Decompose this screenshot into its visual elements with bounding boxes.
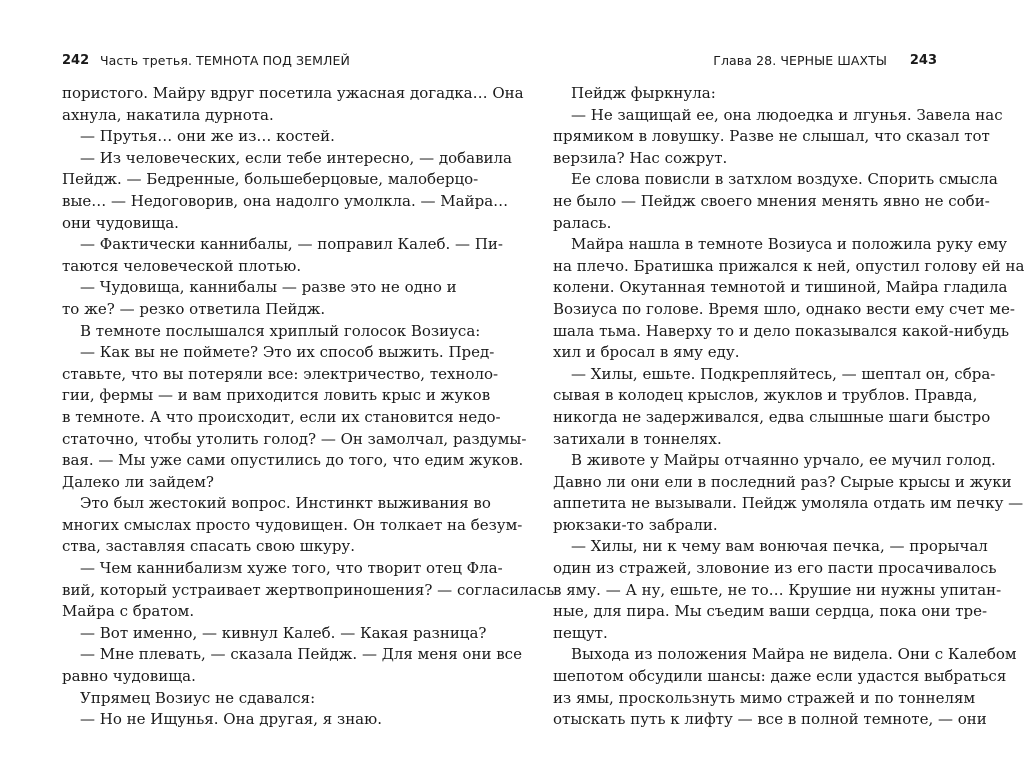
text-line: вий, который устраивает жертвоприношения? — согласилась bbox=[62, 580, 555, 599]
text-line: таются человеческой плотью. bbox=[62, 256, 302, 275]
right-page bbox=[553, 0, 1024, 781]
text-line: Возиуса по голове. Время шло, однако вести ему счет ме- bbox=[553, 299, 1015, 318]
text-line: аппетита не вызывали. Пейдж умоляла отдать им печку — bbox=[553, 494, 1024, 513]
text-line: — Фактически каннибалы, — поправил Калеб. — Пи- bbox=[80, 235, 503, 254]
left-page bbox=[62, 0, 555, 781]
text-line: Пейдж. — Бедренные, большеберцовые, малоберцо- bbox=[62, 170, 479, 189]
text-line: вая. — Мы уже сами опустились до того, что едим жуков. bbox=[62, 451, 524, 470]
text-line: в темноте. А что происходит, если их становится недо- bbox=[62, 407, 501, 426]
text-line: Далеко ли зайдем? bbox=[62, 472, 214, 491]
text-line: они чудовища. bbox=[62, 213, 179, 232]
text-line: — Хилы, ни к чему вам вонючая печка, — прорычал bbox=[571, 537, 988, 556]
text-line: В животе у Майры отчаянно урчало, ее мучил голод. bbox=[571, 451, 996, 470]
text-line: ства, заставляя спасать свою шкуру. bbox=[62, 537, 356, 556]
text-line: Давно ли они ели в последний раз? Сырые крысы и жуки bbox=[553, 472, 1012, 491]
text-line: Это был жестокий вопрос. Инстинкт выживания во bbox=[80, 494, 491, 513]
text-line: ахнула, накатила дурнота. bbox=[62, 105, 274, 124]
text-line: хил и бросал в яму еду. bbox=[553, 343, 740, 362]
text-line: Выхода из положения Майра не видела. Они с Калебом bbox=[571, 645, 1017, 664]
left-page-body-text bbox=[62, 83, 555, 731]
text-line: статочно, чтобы утолить голод? — Он замолчал, раздумы- bbox=[62, 429, 527, 448]
text-line: сывая в колодец крыслов, жуклов и трублов. Правда, bbox=[553, 386, 978, 405]
text-line: Майра с братом. bbox=[62, 602, 195, 621]
text-line: Ее слова повисли в затхлом воздухе. Спорить смысла bbox=[571, 170, 998, 189]
text-line: — Хилы, ешьте. Подкрепляйтесь, — шептал он, сбра- bbox=[571, 364, 996, 383]
text-line: — Чем каннибализм хуже того, что творит отец Фла- bbox=[80, 559, 503, 578]
text-line: — Но не Ищунья. Она другая, я знаю. bbox=[80, 710, 382, 729]
text-line: верзила? Нас сожрут. bbox=[553, 148, 728, 167]
text-line: — Не защищай ее, она людоедка и лгунья. Завела нас bbox=[571, 105, 1003, 124]
text-line: прямиком в ловушку. Разве не слышал, что сказал тот bbox=[553, 127, 990, 146]
text-line: — Прутья… они же из… костей. bbox=[80, 127, 335, 146]
text-line: вые… — Недоговорив, она надолго умолкла. — Майра… bbox=[62, 191, 509, 210]
running-title: Часть третья. ТЕМНОТА ПОД ЗЕМЛЕЙ bbox=[100, 53, 350, 68]
text-line: ставьте, что вы потеряли все: электричество, техноло- bbox=[62, 364, 499, 383]
text-line: никогда не задерживался, едва слышные шаги быстро bbox=[553, 407, 991, 426]
text-line: из ямы, проскользнуть мимо стражей и по тоннелям bbox=[553, 688, 976, 707]
text-line: один из стражей, зловоние из его пасти просачивалось bbox=[553, 559, 997, 578]
text-line: равно чудовища. bbox=[62, 667, 196, 686]
text-line: ные, для пира. Мы съедим ваши сердца, пока они тре- bbox=[553, 602, 988, 621]
text-line: не было — Пейдж своего мнения менять явно не соби- bbox=[553, 191, 990, 210]
text-line: пещут. bbox=[553, 623, 608, 642]
page-number: 243 bbox=[909, 53, 937, 68]
text-line: колени. Окутанная темнотой и тишиной, Майра гладила bbox=[553, 278, 1008, 297]
text-line: многих смыслах просто чудовищен. Он толкает на безум- bbox=[62, 515, 523, 534]
left-page-header bbox=[62, 50, 446, 72]
text-line: Упрямец Возиус не сдавался: bbox=[80, 688, 316, 707]
text-line: рюкзаки-то забрали. bbox=[553, 515, 718, 534]
text-line: шепотом обсудили шансы: даже если удастся выбраться bbox=[553, 667, 1007, 686]
page-number: 242 bbox=[62, 53, 90, 68]
text-line: затихали в тоннелях. bbox=[553, 429, 722, 448]
text-line: пористого. Майру вдруг посетила ужасная догадка… Она bbox=[62, 84, 524, 102]
text-line: на плечо. Братишка прижался к ней, опустил голову ей на bbox=[553, 256, 1024, 275]
text-line: шала тьма. Наверху то и дело показывался какой-нибудь bbox=[553, 321, 1010, 340]
text-line: — Вот именно, — кивнул Калеб. — Какая разница? bbox=[80, 623, 487, 642]
text-line: — Мне плевать, — сказала Пейдж. — Для меня они все bbox=[80, 645, 522, 664]
text-line: отыскать путь к лифту — все в полной темноте, — они bbox=[553, 710, 987, 729]
text-line: гии, фермы — и вам приходится ловить крыс и жуков bbox=[62, 386, 491, 405]
right-page-body-text bbox=[553, 83, 1024, 731]
text-line: то же? — резко ответила Пейдж. bbox=[62, 299, 326, 318]
text-line: Пейдж фыркнула: bbox=[571, 84, 716, 102]
running-title: Глава 28. ЧЕРНЫЕ ШАХТЫ bbox=[713, 53, 887, 68]
text-line: Майра нашла в темноте Возиуса и положила руку ему bbox=[571, 235, 1008, 254]
text-line: в яму. — А ну, ешьте, не то… Крушие ни нужны упитан- bbox=[553, 580, 1002, 599]
text-line: В темноте послышался хриплый голосок Возиуса: bbox=[80, 321, 481, 340]
right-page-header bbox=[553, 50, 937, 72]
text-line: ралась. bbox=[553, 213, 612, 232]
text-line: — Из человеческих, если тебе интересно, — добавила bbox=[80, 148, 512, 167]
text-line: — Как вы не поймете? Это их способ выжить. Пред- bbox=[80, 343, 495, 362]
text-line: — Чудовища, каннибалы — разве это не одно и bbox=[80, 278, 457, 297]
